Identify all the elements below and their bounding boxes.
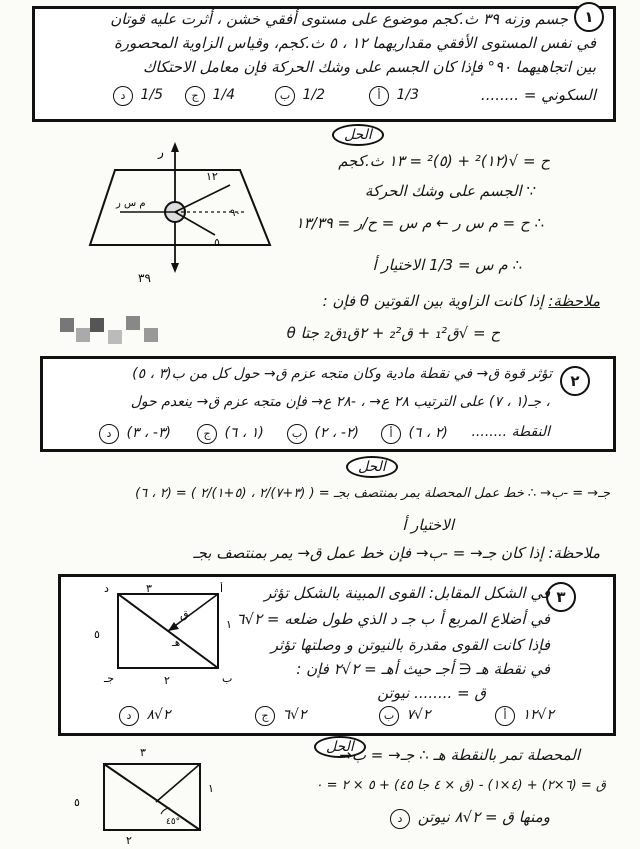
point-h: هـ	[172, 638, 181, 649]
sol-force-top: ٣	[140, 746, 146, 759]
note-label: ملاحظة:	[548, 292, 600, 310]
q3-solution-header: الحل	[314, 736, 366, 758]
q3-line-3: فإذا كانت القوى مقدرة بالنيوتن و وصلتها تؤثر	[270, 636, 550, 654]
q1-line-4: السكوني = ........	[480, 86, 596, 104]
q1-line-1: جسم وزنه ٣٩ ث.كجم موضوع على مستوى أفقي خشن ، أثرت عليه قوتان	[110, 10, 568, 28]
sol-angle: ٤٥°	[166, 817, 181, 827]
q3-sol-line-1: المحصلة تمر بالنقطة هـ ∴ جـ→ = ب→	[339, 746, 580, 764]
q2-option-c[interactable]	[194, 424, 264, 444]
sol-force-bottom: ٢	[126, 834, 132, 847]
q3-line-5: ق = ........ نيوتن	[377, 684, 486, 702]
question-2-number: ٢	[560, 366, 590, 396]
option-letter: ج	[185, 86, 205, 106]
force-diag: ق	[180, 608, 189, 621]
q1-solution-header: الحل	[332, 124, 384, 146]
option-letter: أ	[381, 424, 401, 444]
option-letter: ب	[379, 706, 399, 726]
q2-option-b[interactable]	[284, 424, 359, 444]
option-letter: أ	[495, 706, 515, 726]
q3-option-d[interactable]	[116, 706, 170, 726]
q1-sol-line-3: ∴ ح = م س ر ← م س = ح/ر = ١٣/٣٩	[295, 214, 544, 232]
q1-option-b[interactable]	[272, 86, 325, 106]
q2-sol-line-1: جـ→ = -ب→ ∴ خط عمل المحصلة يمر بمنتصف بجـ = ( (٣+٧)/٢ ، (٥+١)/٢ ) = (٢ ، ٦)	[135, 486, 610, 501]
q3-line-2: في أضلاع المربع أ ب جـ د الذي طول ضلعه = ٢√٦	[236, 610, 550, 628]
q1-formula: ح = √ق₁² + ق₂² + ٢ق₁ق₂ جتا θ	[286, 324, 500, 342]
option-value: 1/4	[212, 87, 235, 103]
q1-sol-line-2: ∵ الجسم على وشك الحركة	[364, 182, 536, 200]
q3-option-a[interactable]	[492, 706, 554, 726]
q2-option-d[interactable]	[96, 424, 171, 444]
label-right: ٩٠	[230, 208, 241, 219]
question-3-number: ٣	[546, 582, 576, 612]
option-value: 1/2	[302, 87, 325, 103]
option-letter: د	[113, 86, 133, 106]
watermark-blur	[60, 310, 170, 350]
q3-line-4: في نقطة هـ ∈ أجـ حيث أهـ = ٢√٢ فإن :	[296, 660, 550, 678]
q3-sol-line-3	[387, 808, 550, 829]
q2-solution-header: الحل	[346, 456, 398, 478]
q3-solution-diagram	[66, 742, 226, 849]
option-letter: أ	[369, 86, 389, 106]
q2-line-3: النقطة ........	[471, 424, 550, 440]
q2-option-a[interactable]	[378, 424, 448, 444]
option-value: (٢- ، ٢)	[314, 425, 359, 441]
option-value: ٢√٨	[146, 707, 171, 723]
force-right: ١	[226, 618, 232, 631]
vertex-b: ب	[222, 672, 233, 685]
q1-line-2: في نفس المستوى الأفقي مقداريهما ١٢ ، ٥ ث.كجم، وقياس الزاوية المحصورة	[113, 34, 596, 52]
sol-force-right: ١	[208, 782, 214, 795]
vertex-d: د	[104, 582, 109, 595]
q2-line-2: ، جـ(١ ، ٧) على الترتيب ٢٨ ع→ ، -٢٨ ع→ فإن متجه عزم ق→ ينعدم حول	[130, 394, 550, 410]
vertex-a: أ	[220, 582, 224, 595]
label-top: ر	[158, 145, 164, 159]
option-value: (١ ، ٦)	[224, 425, 264, 441]
q3-option-c[interactable]	[252, 706, 306, 726]
force-left: ٥	[94, 628, 100, 641]
q3-sol-text: ومنها ق = ٢√٨ نيوتن	[417, 808, 550, 826]
q1-note	[323, 292, 600, 310]
option-value: (٣- ، ٣)	[126, 425, 171, 441]
option-letter: د	[99, 424, 119, 444]
vertex-c: جـ	[104, 672, 115, 685]
q1-option-a[interactable]	[366, 86, 419, 106]
q1-option-c[interactable]	[182, 86, 235, 106]
option-letter: د	[119, 706, 139, 726]
q1-force-diagram	[80, 140, 280, 290]
q3-sol-line-2: ق = (٦×٢) + (٤×١) - (ق × ٤ جا ٤٥) + ٥ × ٢ = ٠	[315, 778, 606, 793]
q3-option-b[interactable]	[376, 706, 430, 726]
q2-note: ملاحظة: إذا كان جـ→ = -ب→ فإن خط عمل ق→ يمر بمنتصف بجـ	[193, 544, 600, 562]
option-letter: ب	[287, 424, 307, 444]
q3-line-1: في الشكل المقابل: القوى المبينة بالشكل تؤثر	[264, 584, 550, 602]
label-bottom: ٣٩	[138, 271, 151, 285]
q2-sol-line-2: الاختيار أ	[402, 516, 454, 534]
q3-sol-answer: د	[390, 809, 410, 829]
option-letter: ج	[255, 706, 275, 726]
option-value: 1/3	[396, 87, 419, 103]
q3-square-diagram	[84, 582, 244, 692]
q1-line-3: بين اتجاهيهما ٩٠° فإذا كان الجسم على وشك الحركة فإن معامل الاحتكاك	[143, 58, 596, 76]
option-value: ٢√١٢	[522, 707, 554, 723]
label-f1: ١٢	[206, 170, 218, 183]
q2-line-1: تؤثر قوة ق→ في نقطة مادية وكان متجه عزم ق→ حول كل من ب(٣ ، ٥)	[132, 366, 552, 382]
label-f2: ٥	[214, 236, 220, 249]
force-bottom: ٢	[164, 674, 170, 687]
option-value: 1/5	[140, 87, 163, 103]
label-left: م س ر	[116, 198, 146, 209]
option-letter: ب	[275, 86, 295, 106]
option-value: ٢√٦	[282, 707, 307, 723]
note-text: إذا كانت الزاوية بين القوتين θ فإن :	[322, 292, 544, 310]
q1-option-d[interactable]	[110, 86, 163, 106]
option-value: (٢ ، ٦)	[408, 425, 448, 441]
option-value: ٢√٧	[406, 707, 431, 723]
question-1-number: ١	[574, 2, 604, 32]
sol-force-left: ٥	[74, 796, 80, 809]
option-letter: ج	[197, 424, 217, 444]
q1-sol-line-1: ح = √(١٢)² + (٥)² = ١٣ ث.كجم	[338, 152, 550, 170]
force-top: ٣	[146, 582, 152, 595]
q1-sol-line-4: ∴ م س = 1/3 الاختيار أ	[372, 256, 522, 274]
